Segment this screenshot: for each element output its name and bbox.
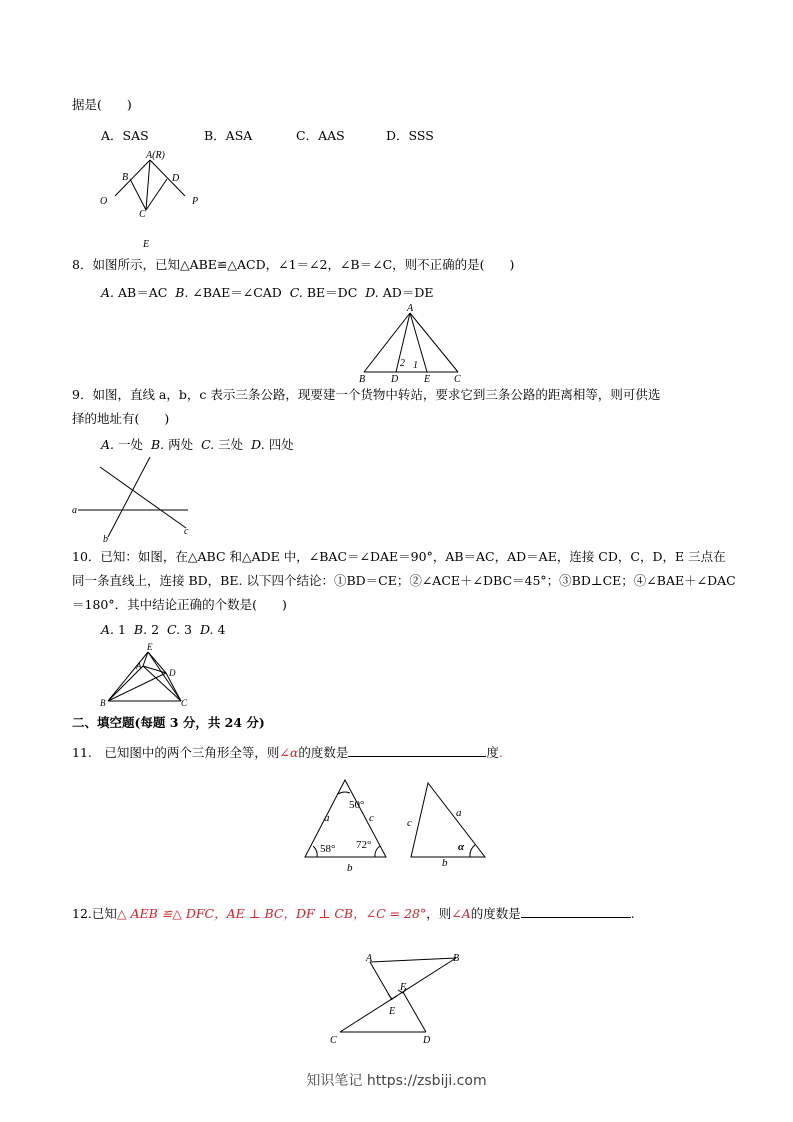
q8-option-b-letter: B. (175, 285, 189, 300)
q8-option-a-letter: A. (101, 285, 115, 300)
q10-option-b-text: 2 (151, 622, 160, 637)
q9-option-c-letter: C. (201, 437, 215, 452)
q9-option-d-text: 四处 (268, 437, 294, 452)
q12-label-f: F (400, 982, 407, 993)
q9-label-c: c (184, 526, 189, 537)
q12-label-a: A (366, 953, 373, 964)
q11-label-b2: b (442, 857, 448, 869)
q7-label-c: C (139, 209, 146, 220)
q8-option-c-text: BE＝DC (306, 285, 358, 300)
q7-option-c: C．AAS (296, 128, 345, 143)
q10-label-a: A (136, 661, 142, 671)
q11-angle-50: 50° (349, 799, 365, 811)
q8-option-d-text: AD＝DE (382, 285, 434, 300)
q8-label-2: 2 (400, 358, 405, 369)
q12-angle: ∠A (451, 906, 471, 921)
q10-option-b-letter: B. (133, 622, 148, 637)
q8-option-b-text: ∠BAE＝∠CAD (192, 285, 282, 300)
q8-option-a-text: AB＝AC (118, 285, 168, 300)
section-2-title: 二、填空题(每题 3 分，共 24 分) (72, 715, 265, 730)
q12-suffix: 的度数是 (470, 906, 521, 921)
q7-option-b: B．ASA (204, 128, 253, 143)
q11-suffix: 度 (486, 745, 499, 760)
q7-label-d: D (172, 173, 180, 184)
q9-line2: 择的地址有( ) (72, 411, 170, 426)
q9-label-b: b (103, 534, 108, 545)
q11-label-a2: a (456, 807, 462, 819)
q9-option-c-text: 三处 (218, 437, 244, 452)
q8-option-c-letter: C. (289, 285, 303, 300)
q10-option-c-letter: C. (166, 622, 181, 637)
q9-option-d-letter: D. (251, 437, 265, 452)
q8-option-d-letter: D. (365, 285, 379, 300)
q10-option-c-text: 3 (184, 622, 192, 637)
q12-end: . (630, 906, 635, 921)
q7-label-b: B (122, 172, 129, 183)
q11-alpha: ∠α (279, 745, 299, 760)
q7-tail: 据是( ) (72, 97, 132, 112)
q8-label-a: A (407, 303, 414, 314)
q12-label-d: D (423, 1035, 431, 1046)
q11-label-alpha: α (458, 841, 465, 853)
q8-label-c: C (454, 374, 461, 385)
q8-label-1: 1 (413, 360, 418, 371)
q9-option-b-letter: B. (150, 437, 165, 452)
q8-label-d: D (391, 374, 399, 385)
q9-option-b-text: 两处 (168, 437, 194, 452)
q10-label-c: C (181, 698, 188, 708)
q9-option-a-text: 一处 (118, 437, 144, 452)
q7-label-a: A(R) (146, 150, 165, 161)
q10-option-a-text: 1 (118, 622, 126, 637)
q12-label-b: B (453, 953, 460, 964)
q10-option-a-letter: A. (101, 622, 115, 637)
q7-label-p: P (192, 196, 199, 207)
q7-option-a: A．SAS (101, 128, 149, 143)
q7-label-o: O (100, 196, 108, 207)
q11-angle-58: 58° (320, 843, 336, 855)
q11-angle-72: 72° (356, 839, 372, 851)
q10-label-b: B (100, 698, 106, 708)
q11-mid: 的度数是 (298, 745, 349, 760)
q10-label-e: E (147, 642, 153, 652)
q9-line1: 9．如图，直线 a，b，c 表示三条公路，现要建一个货物中转站，要求它到三条公路的距离相等，则可供选 (72, 387, 661, 402)
q10-line1: 10．已知：如图，在△ABC 和△ADE 中，∠BAC＝∠DAE＝90°，AB＝AC，AD＝AE，连接 CD，C，D，E 三点在 (72, 549, 726, 564)
q8-text: 8．如图所示，已知△ABE≌△ACD，∠1＝∠2，∠B＝∠C，则不正确的是( ) (72, 257, 515, 272)
q8-label-b: B (359, 374, 366, 385)
q12-condition: △ AEB ≌△ DFC，AE ⊥ BC，DF ⊥ CB，∠C = 28° (116, 906, 427, 921)
q9-label-a: a (72, 505, 77, 516)
q12-prefix: 12.已知 (72, 906, 117, 921)
q9-option-a-letter: A. (101, 437, 115, 452)
q10-option-d-letter: D. (199, 622, 214, 637)
q12-label-e: E (389, 1006, 396, 1017)
q10-line3: ＝180°．其中结论正确的个数是( ) (72, 597, 287, 612)
q7-option-d: D．SSS (386, 128, 434, 143)
q11-label-c2: c (407, 817, 412, 829)
q10-label-d: D (169, 668, 176, 678)
q11-prefix: 11. 已知图中的两个三角形全等，则 (72, 745, 280, 760)
q12-mid: ，则 (426, 906, 452, 921)
q11-label-b: b (347, 862, 353, 874)
q10-line2: 同一条直线上，连接 BD，BE. 以下四个结论：①BD＝CE；②∠ACE＋∠DBC＝45°；③BD⊥CE；④∠BAE＋∠DAC (72, 573, 736, 588)
q7-label-e: E (143, 239, 150, 250)
footer-watermark: 知识笔记 https://zsbiji.com (306, 1073, 487, 1089)
q11-label-a: a (324, 812, 330, 824)
q10-option-d-text: 4 (217, 622, 226, 637)
q11-label-c: c (369, 812, 374, 824)
q12-label-c: C (330, 1035, 337, 1046)
q11-dot: . (498, 745, 503, 760)
q8-label-e: E (424, 374, 431, 385)
